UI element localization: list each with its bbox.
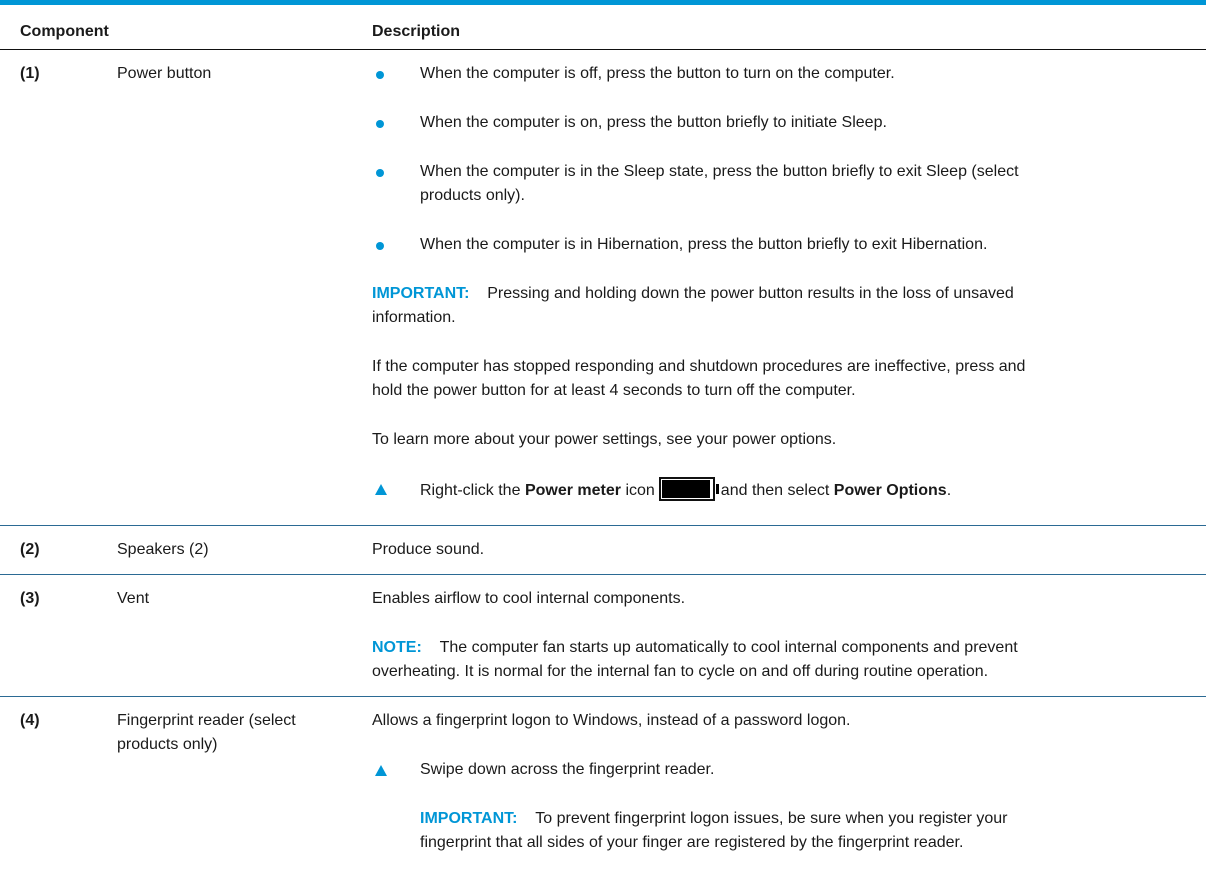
description-text: Allows a fingerprint logon to Windows, instead of a password logon. — [372, 712, 851, 729]
row-number: (1) — [20, 65, 40, 82]
column-header-description: Description — [372, 23, 461, 40]
note-label: NOTE: — [372, 639, 422, 656]
important-label: IMPORTANT: — [420, 810, 518, 827]
important-note — [372, 282, 1014, 306]
component-name: Vent — [117, 590, 150, 607]
column-header-component: Component — [20, 23, 109, 40]
important-note — [420, 807, 1008, 831]
row-divider — [0, 574, 1206, 575]
component-name-continued: products only) — [117, 736, 218, 753]
note — [372, 636, 1018, 660]
bullet-icon — [376, 120, 384, 128]
bullet-text: When the computer is in Hibernation, press the button briefly to exit Hibernation. — [420, 236, 988, 253]
important-label: IMPORTANT: — [372, 285, 470, 302]
header-divider — [0, 49, 1206, 50]
bullet-icon — [376, 169, 384, 177]
paragraph: To learn more about your power settings, see your power options. — [372, 431, 837, 448]
power-meter-battery-icon — [659, 477, 719, 501]
component-name: Fingerprint reader (select — [117, 712, 296, 729]
important-text-continued: fingerprint that all sides of your finger are registered by the fingerprint reader. — [420, 834, 964, 851]
component-name: Speakers (2) — [117, 541, 209, 558]
row-divider — [0, 696, 1206, 697]
bullet-text: When the computer is in the Sleep state, press the button briefly to exit Sleep (select — [420, 163, 1019, 180]
important-text: To prevent fingerprint logon issues, be sure when you register your — [535, 810, 1008, 827]
row-divider — [0, 525, 1206, 526]
row-number: (3) — [20, 590, 40, 607]
component-name: Power button — [117, 65, 212, 82]
top-accent-rule — [0, 0, 1206, 5]
bullet-icon — [376, 71, 384, 79]
bullet-text: products only). — [420, 187, 525, 204]
note-text-continued: overheating. It is normal for the internal fan to cycle on and off during routine operation. — [372, 663, 989, 680]
important-text: Pressing and holding down the power button results in the loss of unsaved — [487, 285, 1014, 302]
step-triangle-icon — [375, 484, 387, 495]
note-text: The computer fan starts up automatically to cool internal components and prevent — [439, 639, 1018, 656]
step-triangle-icon — [375, 765, 387, 776]
paragraph: If the computer has stopped responding and shutdown procedures are ineffective, press and — [372, 358, 1026, 375]
bullet-text: When the computer is off, press the button to turn on the computer. — [420, 65, 895, 82]
row-number: (4) — [20, 712, 40, 729]
step-text: Right-click the Power meter icon and then select Power Options. — [420, 477, 951, 503]
paragraph: hold the power button for at least 4 seconds to turn off the computer. — [372, 382, 856, 399]
important-text-continued: information. — [372, 309, 456, 326]
bullet-icon — [376, 242, 384, 250]
row-number: (2) — [20, 541, 40, 558]
step-text: Swipe down across the fingerprint reader. — [420, 761, 715, 778]
description-text: Enables airflow to cool internal components. — [372, 590, 686, 607]
description-text: Produce sound. — [372, 541, 485, 558]
bullet-text: When the computer is on, press the button briefly to initiate Sleep. — [420, 114, 887, 131]
